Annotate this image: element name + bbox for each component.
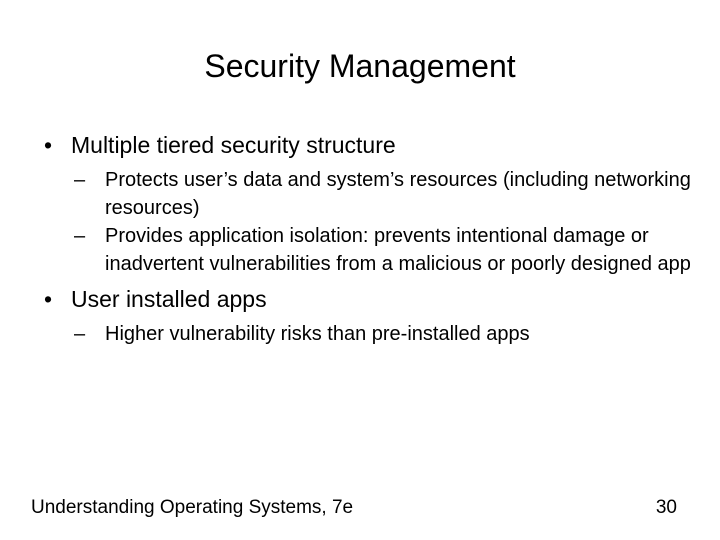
sub-bullet-text: Provides application isolation: prevents intentional damage or inadvertent vulnerabilities from a malicious or poorly designed app [105,225,691,275]
sub-bullet-text: Protects user’s data and system’s resources (including networking resources) [105,169,691,219]
bullet-marker: • [44,286,53,312]
bullet-text: User installed apps [71,286,267,312]
sub-bullet-item [74,166,694,222]
bullet-item [44,130,694,160]
bullet-item [44,284,694,314]
footer-source: Understanding Operating Systems, 7e [31,497,354,518]
sub-bullet-list [74,166,694,278]
sub-bullet-marker: – [74,169,86,191]
page-number: 30 [655,497,677,518]
sub-bullet-text: Higher vulnerability risks than pre-installed apps [105,323,530,345]
slide-body [44,130,694,352]
bullet-marker: • [44,132,53,158]
sub-bullet-marker: – [74,323,86,345]
sub-bullet-item [74,222,694,278]
bullet-text: Multiple tiered security structure [71,132,396,158]
sub-bullet-item [74,320,694,348]
sub-bullet-marker: – [74,225,86,247]
sub-bullet-list [74,320,694,348]
slide-title: Security Management [204,48,516,84]
